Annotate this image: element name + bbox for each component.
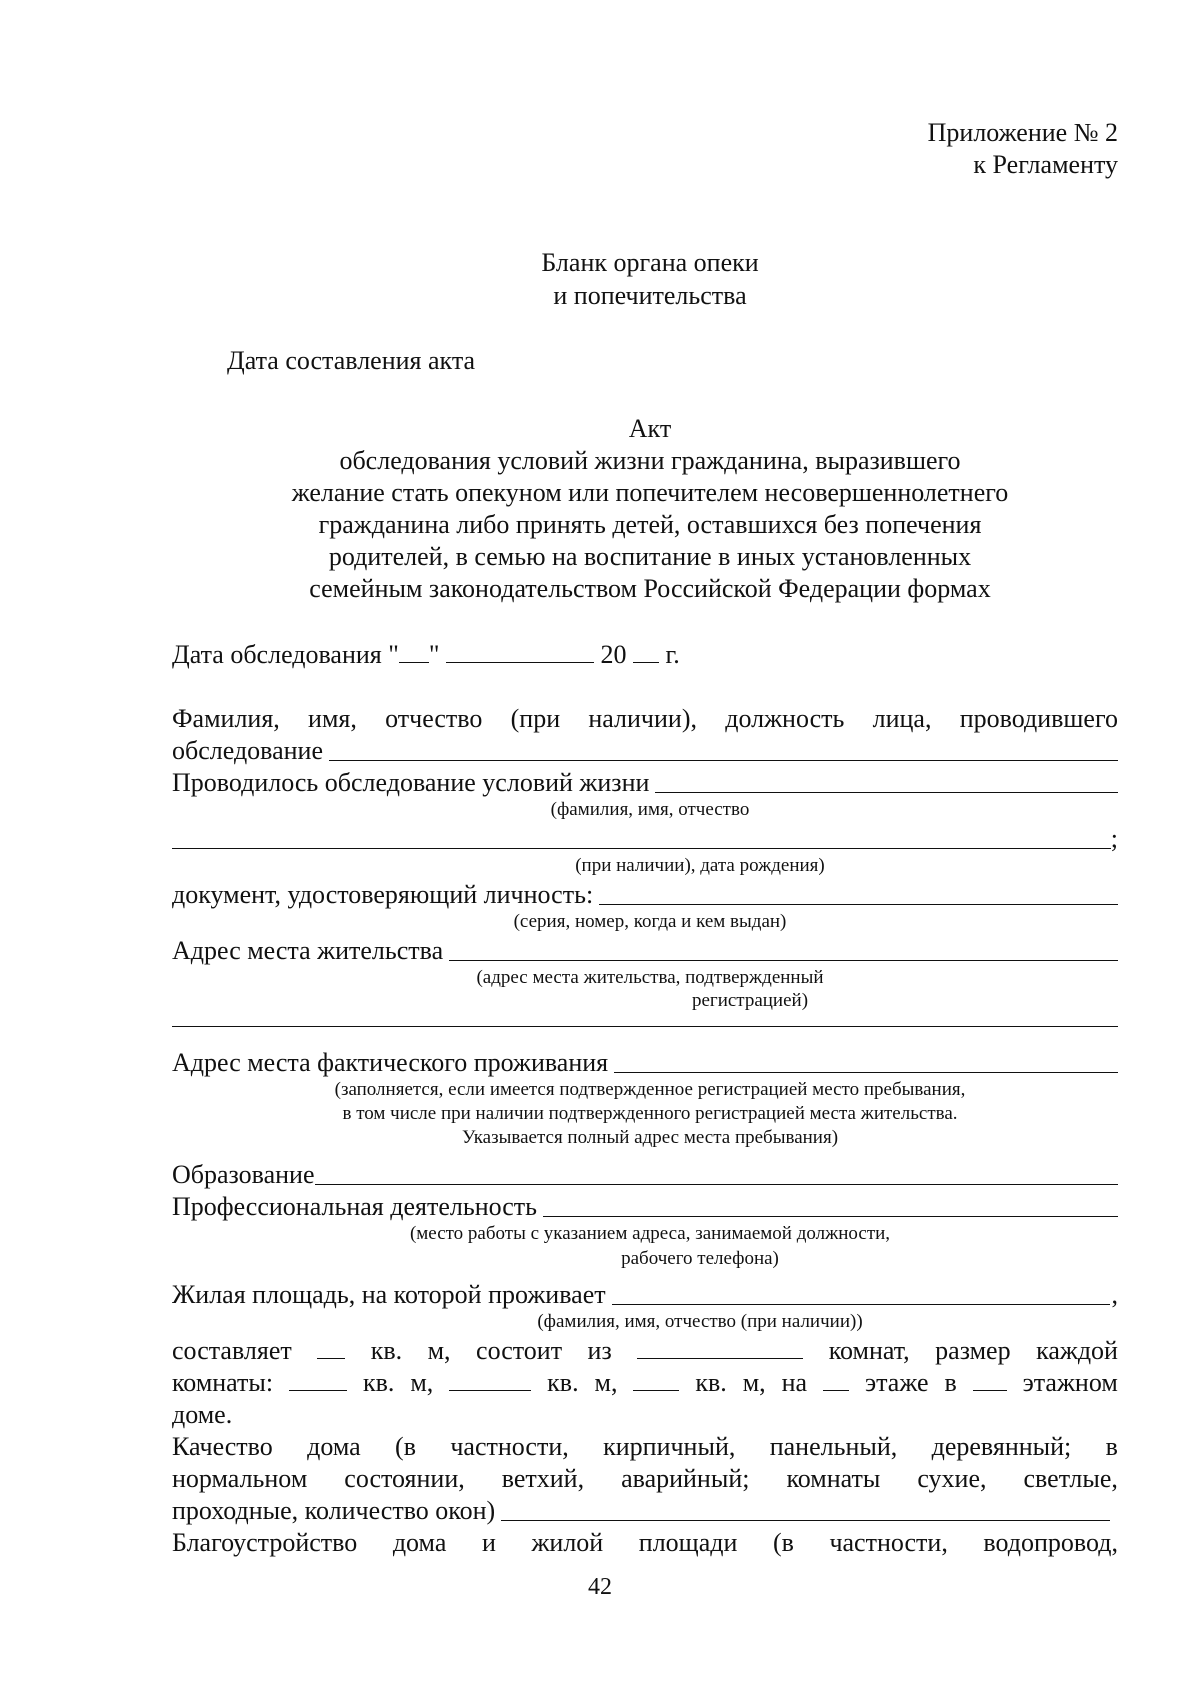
word: жилой [531, 1528, 604, 1557]
actual-caption-2: в том числе при наличии подтвержденного регистрацией места жительства. [342, 1103, 958, 1124]
word: частности, [450, 1432, 569, 1461]
living-area-field[interactable] [612, 1282, 1110, 1305]
exam-year-blank[interactable] [633, 640, 659, 663]
word: Фамилия, [172, 704, 280, 733]
word: деревянный; [931, 1432, 1072, 1461]
page-number: 42 [588, 1574, 612, 1600]
word: проводившего [959, 704, 1118, 733]
id-doc-field[interactable] [599, 882, 1118, 905]
act-title-line-2: желание стать опекуном или попечителем несовершеннолетнего [291, 478, 1009, 507]
floors-total-blank[interactable] [973, 1368, 1007, 1391]
word: на [781, 1368, 808, 1397]
word: комнат, [828, 1336, 910, 1365]
education-line [172, 1159, 1118, 1191]
inspector-line-2 [172, 735, 1118, 767]
conducted-caption-2: (при наличии), дата рождения) [575, 855, 825, 876]
conducted-label: Проводилось обследование условий жизни [172, 768, 650, 797]
word: составляет [172, 1336, 292, 1365]
word: наличии), [588, 704, 697, 733]
exam-year-suffix: г. [665, 640, 680, 669]
word: нормальном [172, 1464, 308, 1493]
act-title-line-4: родителей, в семью на воспитание в иных установленных [328, 542, 972, 571]
word: сухие, [917, 1464, 987, 1493]
word: размер [935, 1336, 1011, 1365]
conducted-line-2 [172, 823, 1118, 855]
word: должность [725, 704, 845, 733]
word: (в [395, 1432, 416, 1461]
room2-blank[interactable] [449, 1368, 531, 1391]
word: аварийный; [621, 1464, 750, 1493]
area-line-2 [172, 1367, 1118, 1399]
amenities-line-1 [172, 1527, 1118, 1559]
quality-line-1 [172, 1431, 1118, 1463]
word: лица, [872, 704, 932, 733]
act-date-label: Дата составления акта [227, 346, 476, 375]
act-title-line-3: гражданина либо принять детей, оставшихся без попечения [318, 510, 982, 539]
word: состоянии, [344, 1464, 465, 1493]
conducted-line [172, 767, 1118, 799]
word: Благоустройство [172, 1528, 358, 1557]
blank-line-2: и попечительства [553, 281, 747, 310]
word: водопровод, [983, 1528, 1118, 1557]
word: м, [410, 1368, 434, 1397]
area-line-1 [172, 1335, 1118, 1367]
living-area-line [172, 1279, 1118, 1311]
conducted-caption: (фамилия, имя, отчество [550, 799, 750, 820]
appendix-line-1: Приложение № 2 [927, 118, 1118, 147]
word: м, [742, 1368, 766, 1397]
room1-blank[interactable] [289, 1368, 347, 1391]
actual-field[interactable] [614, 1050, 1118, 1073]
profession-label: Профессиональная деятельность [172, 1192, 538, 1221]
word: панельный, [769, 1432, 898, 1461]
word: кв. [547, 1368, 579, 1397]
education-label: Образование [172, 1160, 315, 1189]
conducted-field-2[interactable] [172, 826, 1111, 849]
word: (в [772, 1528, 794, 1557]
inspector-label: обследование [172, 736, 324, 765]
conducted-end: ; [1110, 824, 1118, 853]
word: м, [427, 1336, 451, 1365]
word: комнаты [786, 1464, 881, 1493]
word: дома [307, 1432, 361, 1461]
word: ветхий, [501, 1464, 585, 1493]
appendix-line-2: к Регламенту [973, 150, 1118, 179]
exam-day-blank[interactable] [399, 640, 429, 663]
word: м, [594, 1368, 618, 1397]
actual-caption-1: (заполняется, если имеется подтвержденное регистрацией место пребывания, [334, 1079, 966, 1100]
word: этажном [1022, 1368, 1118, 1397]
word: кв. [695, 1368, 727, 1397]
quality-line-2 [172, 1463, 1118, 1495]
area-line-3: доме. [172, 1400, 233, 1429]
word: из [587, 1336, 612, 1365]
word: отчество [385, 704, 483, 733]
id-doc-line [172, 879, 1118, 911]
residence-line-2 [172, 1010, 1118, 1033]
word: в [944, 1368, 957, 1397]
residence-caption-1: (адрес места жительства, подтвержденный [476, 967, 824, 988]
profession-line [172, 1191, 1118, 1223]
living-area-end: , [1111, 1280, 1118, 1309]
residence-field-2[interactable] [172, 1004, 1118, 1027]
word: этаже [864, 1368, 929, 1397]
word: в [1105, 1432, 1118, 1461]
exam-date-prefix: Дата обследования " [172, 640, 399, 669]
word: Качество [172, 1432, 273, 1461]
floor-blank[interactable] [823, 1368, 849, 1391]
exam-month-blank[interactable] [446, 640, 594, 663]
residence-caption-2: регистрацией) [691, 990, 809, 1011]
word: кирпичный, [603, 1432, 736, 1461]
conducted-field[interactable] [655, 770, 1118, 793]
word: (при [510, 704, 561, 733]
exam-date-line [172, 639, 680, 671]
word: светлые, [1023, 1464, 1118, 1493]
area-blank[interactable] [317, 1336, 345, 1359]
word: кв. [370, 1336, 403, 1365]
act-title-line-5: семейным законодательством Российской Федерации формах [309, 574, 991, 603]
word: частности, [829, 1528, 948, 1557]
living-area-label: Жилая площадь, на которой проживает [172, 1280, 606, 1309]
quality-field[interactable] [501, 1498, 1110, 1521]
actual-line [172, 1047, 1118, 1079]
word: имя, [308, 704, 357, 733]
word: каждой [1036, 1336, 1118, 1365]
education-field[interactable] [315, 1162, 1118, 1185]
word: и [481, 1528, 496, 1557]
blank-line-1: Бланк органа опеки [541, 248, 759, 277]
word: дома [392, 1528, 447, 1557]
word: кв. [362, 1368, 395, 1397]
inspector-field[interactable] [329, 738, 1118, 761]
actual-label: Адрес места фактического проживания [172, 1048, 609, 1077]
id-doc-label: документ, удостоверяющий личность: [172, 880, 594, 909]
residence-field[interactable] [449, 938, 1118, 961]
profession-field[interactable] [543, 1194, 1118, 1217]
profession-caption-1: (место работы с указанием адреса, занимаемой должности, [409, 1223, 891, 1244]
word: комнаты: [172, 1368, 274, 1397]
act-title: Акт [628, 414, 672, 443]
residence-label: Адрес места жительства [172, 936, 444, 965]
id-doc-caption: (серия, номер, когда и кем выдан) [513, 911, 787, 932]
living-area-caption: (фамилия, имя, отчество (при наличии)) [537, 1311, 863, 1332]
room3-blank[interactable] [633, 1368, 679, 1391]
quality-label: проходные, количество окон) [172, 1496, 496, 1525]
word: площади [638, 1528, 738, 1557]
residence-line [172, 935, 1118, 967]
rooms-count-blank[interactable] [637, 1336, 803, 1359]
actual-caption-3: Указывается полный адрес места пребывания) [461, 1127, 839, 1148]
exam-date-quote: " [428, 640, 440, 669]
quality-line-3 [172, 1495, 1110, 1527]
profession-caption-2: рабочего телефона) [621, 1248, 779, 1269]
exam-year-prefix: 20 [600, 640, 627, 669]
word: состоит [476, 1336, 563, 1365]
inspector-line-1 [172, 703, 1118, 735]
act-title-line-1: обследования условий жизни гражданина, выразившего [339, 446, 961, 475]
